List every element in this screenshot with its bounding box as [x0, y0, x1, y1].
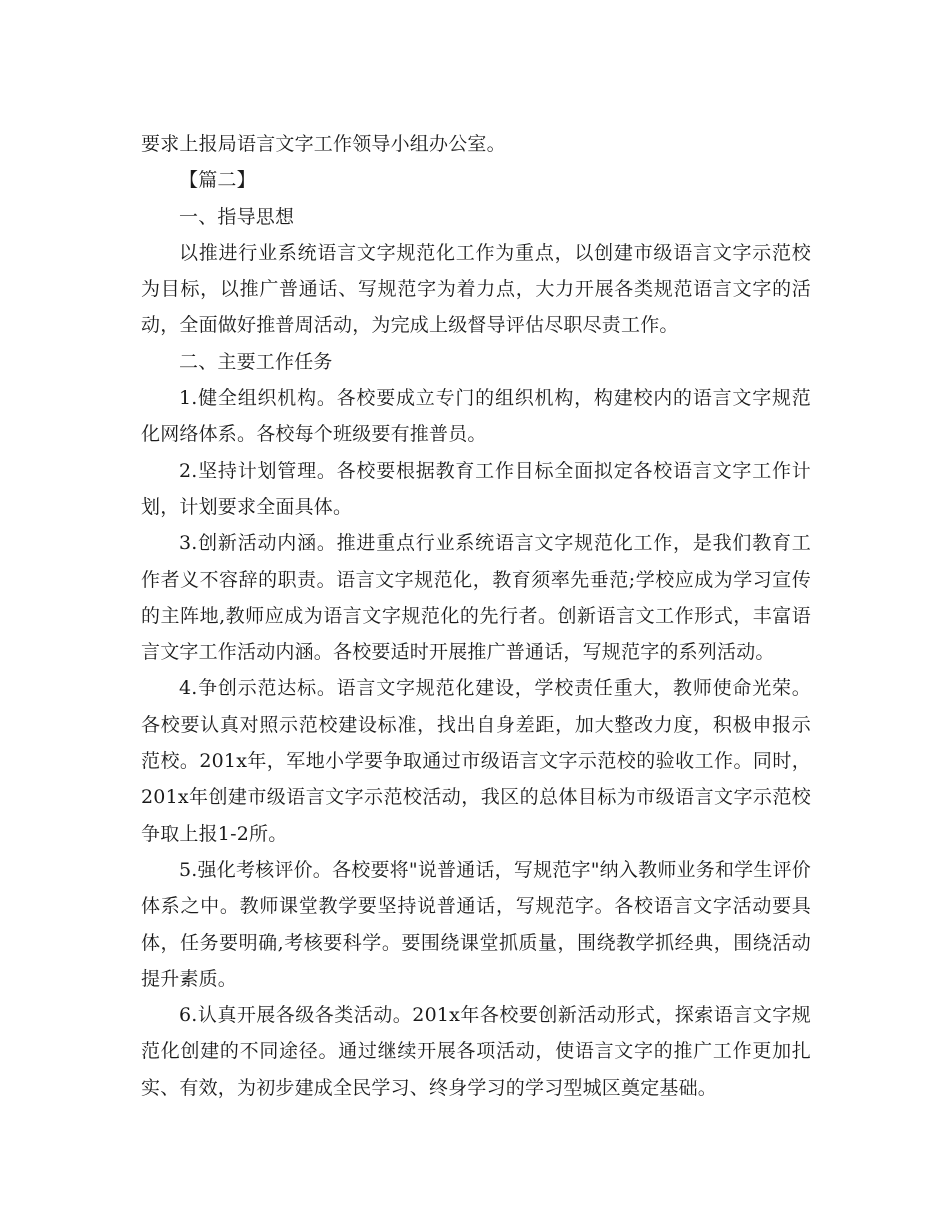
task-item-4: 4.争创示范达标。语言文字规范化建设，学校责任重大，教师使命光荣。各校要认真对照示范校建设标准，找出自身差距，加大整改力度，积极申报示范校。201x年，军地小学要争取通过市级语言文字示范校的验收工作。同时，201x年创建市级语言文字示范校活动，我区的总体目标为市级语言文字示范校争取上报1-2所。	[141, 677, 811, 845]
task-item-3: 3.创新活动内涵。推进重点行业系统语言文字规范化工作，是我们教育工作者义不容辞的职责。语言文字规范化，教育须率先垂范;学校应成为学习宣传的主阵地,教师应成为语言文字规范化的先行者。创新语言文工作形式，丰富语言文字工作活动内涵。各校要适时开展推广普通话，写规范字的系列活动。	[141, 532, 811, 664]
heading-guiding-ideology: 一、指导思想	[179, 205, 295, 228]
document-body	[141, 126, 811, 1106]
paragraph-continuation: 要求上报局语言文字工作领导小组办公室。	[141, 133, 506, 155]
task-item-2: 2.坚持计划管理。各校要根据教育工作目标全面拟定各校语言文字工作计划，计划要求全面具体。	[141, 459, 811, 518]
task-item-1: 1.健全组织机构。各校要成立专门的组织机构，构建校内的语言文字规范化网络体系。各校每个班级要有推普员。	[141, 387, 811, 446]
task-item-6: 6.认真开展各级各类活动。201x年各校要创新活动形式，探索语言文字规范化创建的不同途径。通过继续开展各项活动，使语言文字的推广工作更加扎实、有效，为初步建成全民学习、终身学习的学习型城区奠定基础。	[141, 1004, 811, 1099]
heading-main-tasks: 二、主要工作任务	[179, 350, 333, 373]
section-heading-part-two: 【篇二】	[179, 169, 256, 192]
task-item-5: 5.强化考核评价。各校要将"说普通话，写规范字"纳入教师业务和学生评价体系之中。教师课堂教学要坚持说普通话，写规范字。各校语言文字活动要具体，任务要明确,考核要科学。要围绕课堂抓质量，围绕教学抓经典，围绕活动提升素质。	[141, 858, 811, 990]
paragraph-guiding-ideology: 以推进行业系统语言文字规范化工作为重点，以创建市级语言文字示范校为目标，以推广普通话、写规范字为着力点，大力开展各类规范语言文字的活动，全面做好推普周活动，为完成上级督导评估尽职尽责工作。	[141, 241, 811, 337]
